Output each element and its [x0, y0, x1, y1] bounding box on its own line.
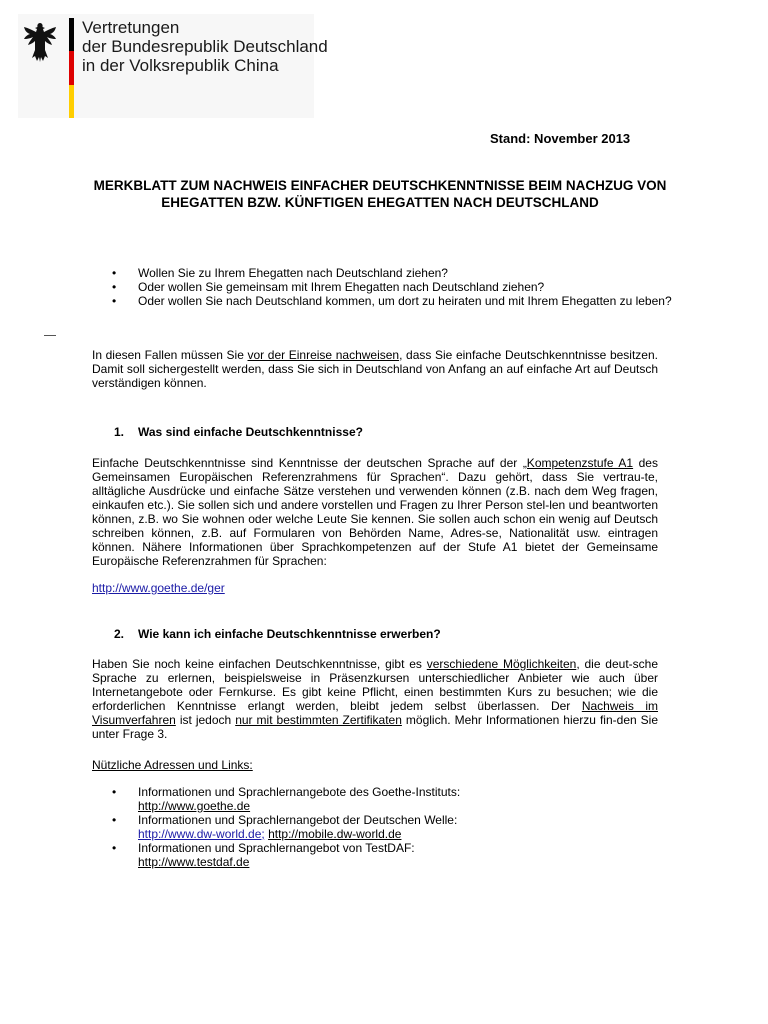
underlined-text: Nachweis im Visumverfahren — [92, 699, 659, 727]
intro-paragraph — [92, 348, 658, 390]
section2-paragraph — [92, 657, 658, 741]
flag-stripe — [69, 18, 74, 118]
list-item: • Oder wollen Sie nach Deutschland kommen, um dort zu heiraten und mit Ihrem Ehegatten zu leben? — [112, 294, 672, 308]
link-description: • Informationen und Sprachlernangebot der Deutschen Welle: — [138, 813, 458, 827]
list-item — [112, 785, 672, 813]
goethe-ger-link[interactable]: http://www.goethe.de/ger — [92, 581, 225, 595]
list-item: • Oder wollen Sie gemeinsam mit Ihrem Ehegatten nach Deutschland ziehen? — [112, 280, 672, 294]
text-run: Haben Sie noch keine einfachen Deutschkenntnisse, gibt es — [92, 657, 427, 671]
federal-eagle-icon — [22, 20, 58, 64]
section-heading-text: Wie kann ich einfache Deutschkenntnisse erwerben? — [138, 627, 441, 641]
text-run: ist jedoch — [175, 713, 236, 727]
letterhead — [18, 14, 328, 118]
text-run: des Gemeinsamen Europäischen Referenzrahmens für Sprachen“. Dazu gehört, dass Sie vertrau-te, alltägliche Ausdrücke und einfache Sätze verstehen und verwenden können (z.B. nach dem Weg fragen, einkaufen etc.). Sie sollen sich und andere vorstellen und Fragen zu Ihrer Person stel-len und beantworten können, z.B. wo Sie wohnen oder welche Leute Sie kennen. Sie sollen auch schon ein wenig auf Deutsch schreiben können, z.B. auf Formularen von Behörden Name, Adres-se, Nationalität usw. eintragen können. Nähere Informationen über Sprachkompetenzen auf der Stufe A1 bietet der Gemeinsame Europäische Referenzrahmen für Sprachen: — [92, 456, 658, 568]
useful-links-heading — [92, 758, 658, 772]
org-line: Vertretungen — [82, 18, 180, 37]
dw-world-link[interactable]: http://www.dw-world.de; — [138, 827, 265, 841]
useful-links-list — [112, 785, 672, 869]
goethe-ger-link-row — [92, 581, 658, 595]
testdaf-link[interactable]: http://www.testdaf.de — [138, 855, 250, 869]
text-run: möglich. Mehr Informationen hierzu fin-den Sie unter Frage 3. — [92, 713, 659, 741]
margin-mark — [44, 335, 56, 336]
question-list — [112, 266, 672, 308]
link-description: • Informationen und Sprachlernangebot von TestDAF: — [138, 841, 415, 855]
section-number: 1. — [114, 425, 125, 439]
org-line: der Bundesrepublik Deutschland — [82, 37, 328, 56]
underlined-text: vor der Einreise nachweisen — [247, 348, 400, 362]
list-item — [112, 813, 672, 841]
section-heading-2 — [114, 627, 441, 641]
list-item — [112, 841, 672, 869]
goethe-link[interactable]: http://www.goethe.de — [138, 799, 251, 813]
section1-paragraph — [92, 456, 658, 568]
org-line: in der Volksrepublik China — [82, 56, 279, 75]
list-item: • Wollen Sie zu Ihrem Ehegatten nach Deutschland ziehen? — [112, 266, 672, 280]
underlined-text: nur mit bestimmten Zertifikaten — [235, 713, 402, 727]
section-heading-1 — [114, 425, 363, 439]
document-date: Stand: November 2013 — [490, 131, 631, 146]
text-run: , dass Sie einfache Deutschkenntnisse besitzen. Damit soll sichergestellt werden, dass Sie sich in Deutschland von Anfang an auf einfache Art auf Deutsch verständigen können. — [92, 348, 658, 390]
underlined-text: „Kompetenzstufe A1 — [522, 456, 634, 470]
text-run: , die deut-sche Sprache zu erlernen, beispielsweise in Präsenzkursen unterschiedlicher Anbieter wie auch über Internetangebote oder Fernkurse. Es gibt keine Pflicht, einen bestimmten Kurs zu besuchen; wie die erforderlichen Kenntnisse erlangt werden, bleibt jedem selbst überlassen. Der — [92, 657, 659, 713]
document-title: MERKBLATT ZUM NACHWEIS EINFACHER DEUTSCHKENNTNISSE BEIM NACHZUG VON EHEGATTEN BZW. KÜNFTIGEN EHEGATTEN NACH DEUTSCHLAND — [93, 178, 667, 210]
mobile-dw-world-link[interactable]: http://mobile.dw-world.de — [268, 827, 402, 841]
text-run: Einfache Deutschkenntnisse sind Kenntnisse der deutschen Sprache auf der — [92, 456, 523, 470]
underlined-text: Nützliche Adressen und Links: — [92, 758, 253, 772]
underlined-text: verschiedene Möglichkeiten — [426, 657, 577, 671]
section-heading-text: Was sind einfache Deutschkenntnisse? — [138, 425, 363, 439]
organization-name — [82, 18, 328, 75]
section-number: 2. — [114, 627, 125, 641]
text-run: In diesen Fallen müssen Sie — [92, 348, 248, 362]
link-description: • Informationen und Sprachlernangebote des Goethe-Instituts: — [138, 785, 461, 799]
